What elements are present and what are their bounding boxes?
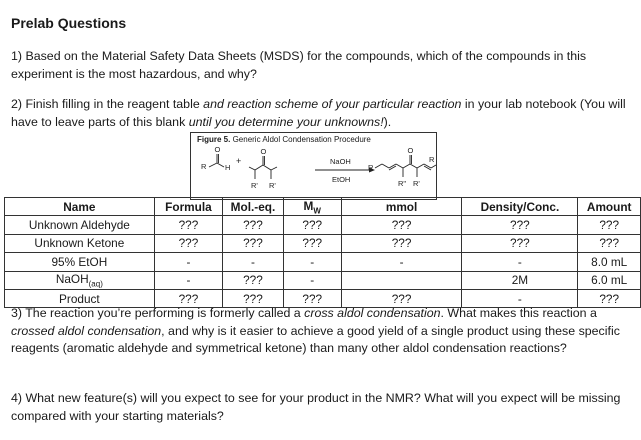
plus-label: +	[236, 156, 242, 166]
question-3	[11, 305, 633, 358]
cell-formula: -	[154, 253, 222, 271]
header-amount: Amount	[578, 198, 641, 216]
aldehyde-r-label: R	[201, 162, 207, 171]
figure-caption-label: Figure 5.	[197, 135, 231, 144]
reagent-bottom: EtOH	[332, 175, 351, 184]
aldehyde-h-label: H	[225, 163, 231, 172]
cell-name: 95% EtOH	[5, 253, 155, 271]
table-row	[5, 271, 641, 289]
cell-mmol: -	[341, 253, 462, 271]
cell-mmol: ???	[341, 289, 462, 307]
question-2-emphasis-b: until you determine your unknowns!	[188, 114, 384, 129]
ketone-o-label: O	[260, 147, 267, 156]
header-name: Name	[5, 198, 155, 216]
header-formula: Formula	[154, 198, 222, 216]
table-row	[5, 234, 641, 252]
cell-mw: -	[283, 253, 341, 271]
cell-name: Unknown Aldehyde	[5, 216, 155, 234]
aldol-reaction-scheme	[191, 145, 436, 199]
cell-density: -	[462, 289, 578, 307]
product-o-label: O	[407, 146, 414, 155]
aldehyde-o-label: O	[214, 145, 221, 154]
header-mmol: mmol	[341, 198, 462, 216]
header-mol-eq: Mol.-eq.	[223, 198, 284, 216]
cell-mw: ???	[283, 289, 341, 307]
header-density: Density/Conc.	[462, 198, 578, 216]
cell-amount: ???	[578, 289, 641, 307]
question-4: 4) What new feature(s) will you expect to see for your product in the NMR? What will you expect will be missing compared with your starting materials?	[11, 391, 621, 423]
cell-amount: ???	[578, 216, 641, 234]
cell-amount: 6.0 mL	[578, 271, 641, 289]
cell-formula: -	[154, 271, 222, 289]
product-r-double-prime-label: R"	[398, 179, 407, 188]
ketone-r-prime-left-label: R'	[251, 181, 258, 190]
product-r-right-label: R	[429, 155, 435, 164]
cell-amount: 8.0 mL	[578, 253, 641, 271]
cell-mmol	[341, 271, 462, 289]
cell-mw: ???	[283, 216, 341, 234]
cell-mmol: ???	[341, 234, 462, 252]
header-mw	[283, 198, 341, 216]
cell-mol-eq: -	[223, 253, 284, 271]
question-2-text-a: 2) Finish filling in the reagent table	[11, 97, 204, 111]
cell-formula: ???	[154, 289, 222, 307]
cell-name-subscript: (aq)	[88, 279, 103, 289]
cell-mol-eq: ???	[223, 289, 284, 307]
table-header-row	[5, 198, 641, 216]
question-3-text-a: 3) The reaction you’re performing is formerly called a	[11, 306, 305, 320]
question-2-text-c: ).	[383, 114, 392, 129]
cell-density: ???	[462, 216, 578, 234]
question-3-emphasis-a: cross aldol condensation	[304, 306, 441, 320]
cell-amount: ???	[578, 234, 641, 252]
question-3-text-b: . What makes this reaction a	[440, 306, 597, 320]
question-3-text-c: , and why is it easier to achieve a good yield of a single product using these specific reagents (aromatic aldehyde and symmetrical ketone) than many other aldol condensation reactions?	[11, 323, 620, 355]
cell-mol-eq: ???	[223, 234, 284, 252]
cell-mol-eq: ???	[223, 271, 284, 289]
reaction-scheme-figure	[190, 132, 437, 200]
product-r-left-label: R	[368, 163, 374, 172]
question-2-text-b: in your lab notebook (You will have to leave parts of this blank	[11, 97, 626, 129]
cell-name: Product	[5, 289, 155, 307]
ketone-r-prime-right-label: R'	[269, 181, 276, 190]
cell-density: 2M	[462, 271, 578, 289]
cell-formula: ???	[154, 216, 222, 234]
cell-mol-eq: ???	[223, 216, 284, 234]
question-2-emphasis-a: and reaction scheme of your particular reaction	[203, 97, 462, 111]
cell-density: -	[462, 253, 578, 271]
cell-density: ???	[462, 234, 578, 252]
figure-caption	[197, 135, 371, 144]
cell-name	[5, 271, 155, 289]
figure-caption-text: Generic Aldol Condensation Procedure	[230, 135, 371, 144]
cell-mw: -	[283, 271, 341, 289]
reagent-table	[4, 197, 641, 308]
page-title: Prelab Questions	[11, 15, 127, 31]
question-3-emphasis-b: crossed aldol condensation	[11, 323, 162, 338]
cell-mmol: ???	[341, 216, 462, 234]
cell-mw: ???	[283, 234, 341, 252]
table-row	[5, 216, 641, 234]
question-1: 1) Based on the Material Safety Data Sheets (MSDS) for the compounds, which of the compounds in this experiment is the most hazardous, and why?	[11, 49, 587, 81]
cell-formula: ???	[154, 234, 222, 252]
header-mw-subscript: W	[313, 205, 321, 215]
cell-name: Unknown Ketone	[5, 234, 155, 252]
cell-name-text: NaOH	[55, 272, 89, 287]
product-r-prime-label: R'	[413, 179, 420, 188]
header-mw-label: M	[303, 198, 314, 213]
question-2	[11, 96, 633, 131]
reagent-top: NaOH	[330, 157, 351, 166]
table-row	[5, 253, 641, 271]
